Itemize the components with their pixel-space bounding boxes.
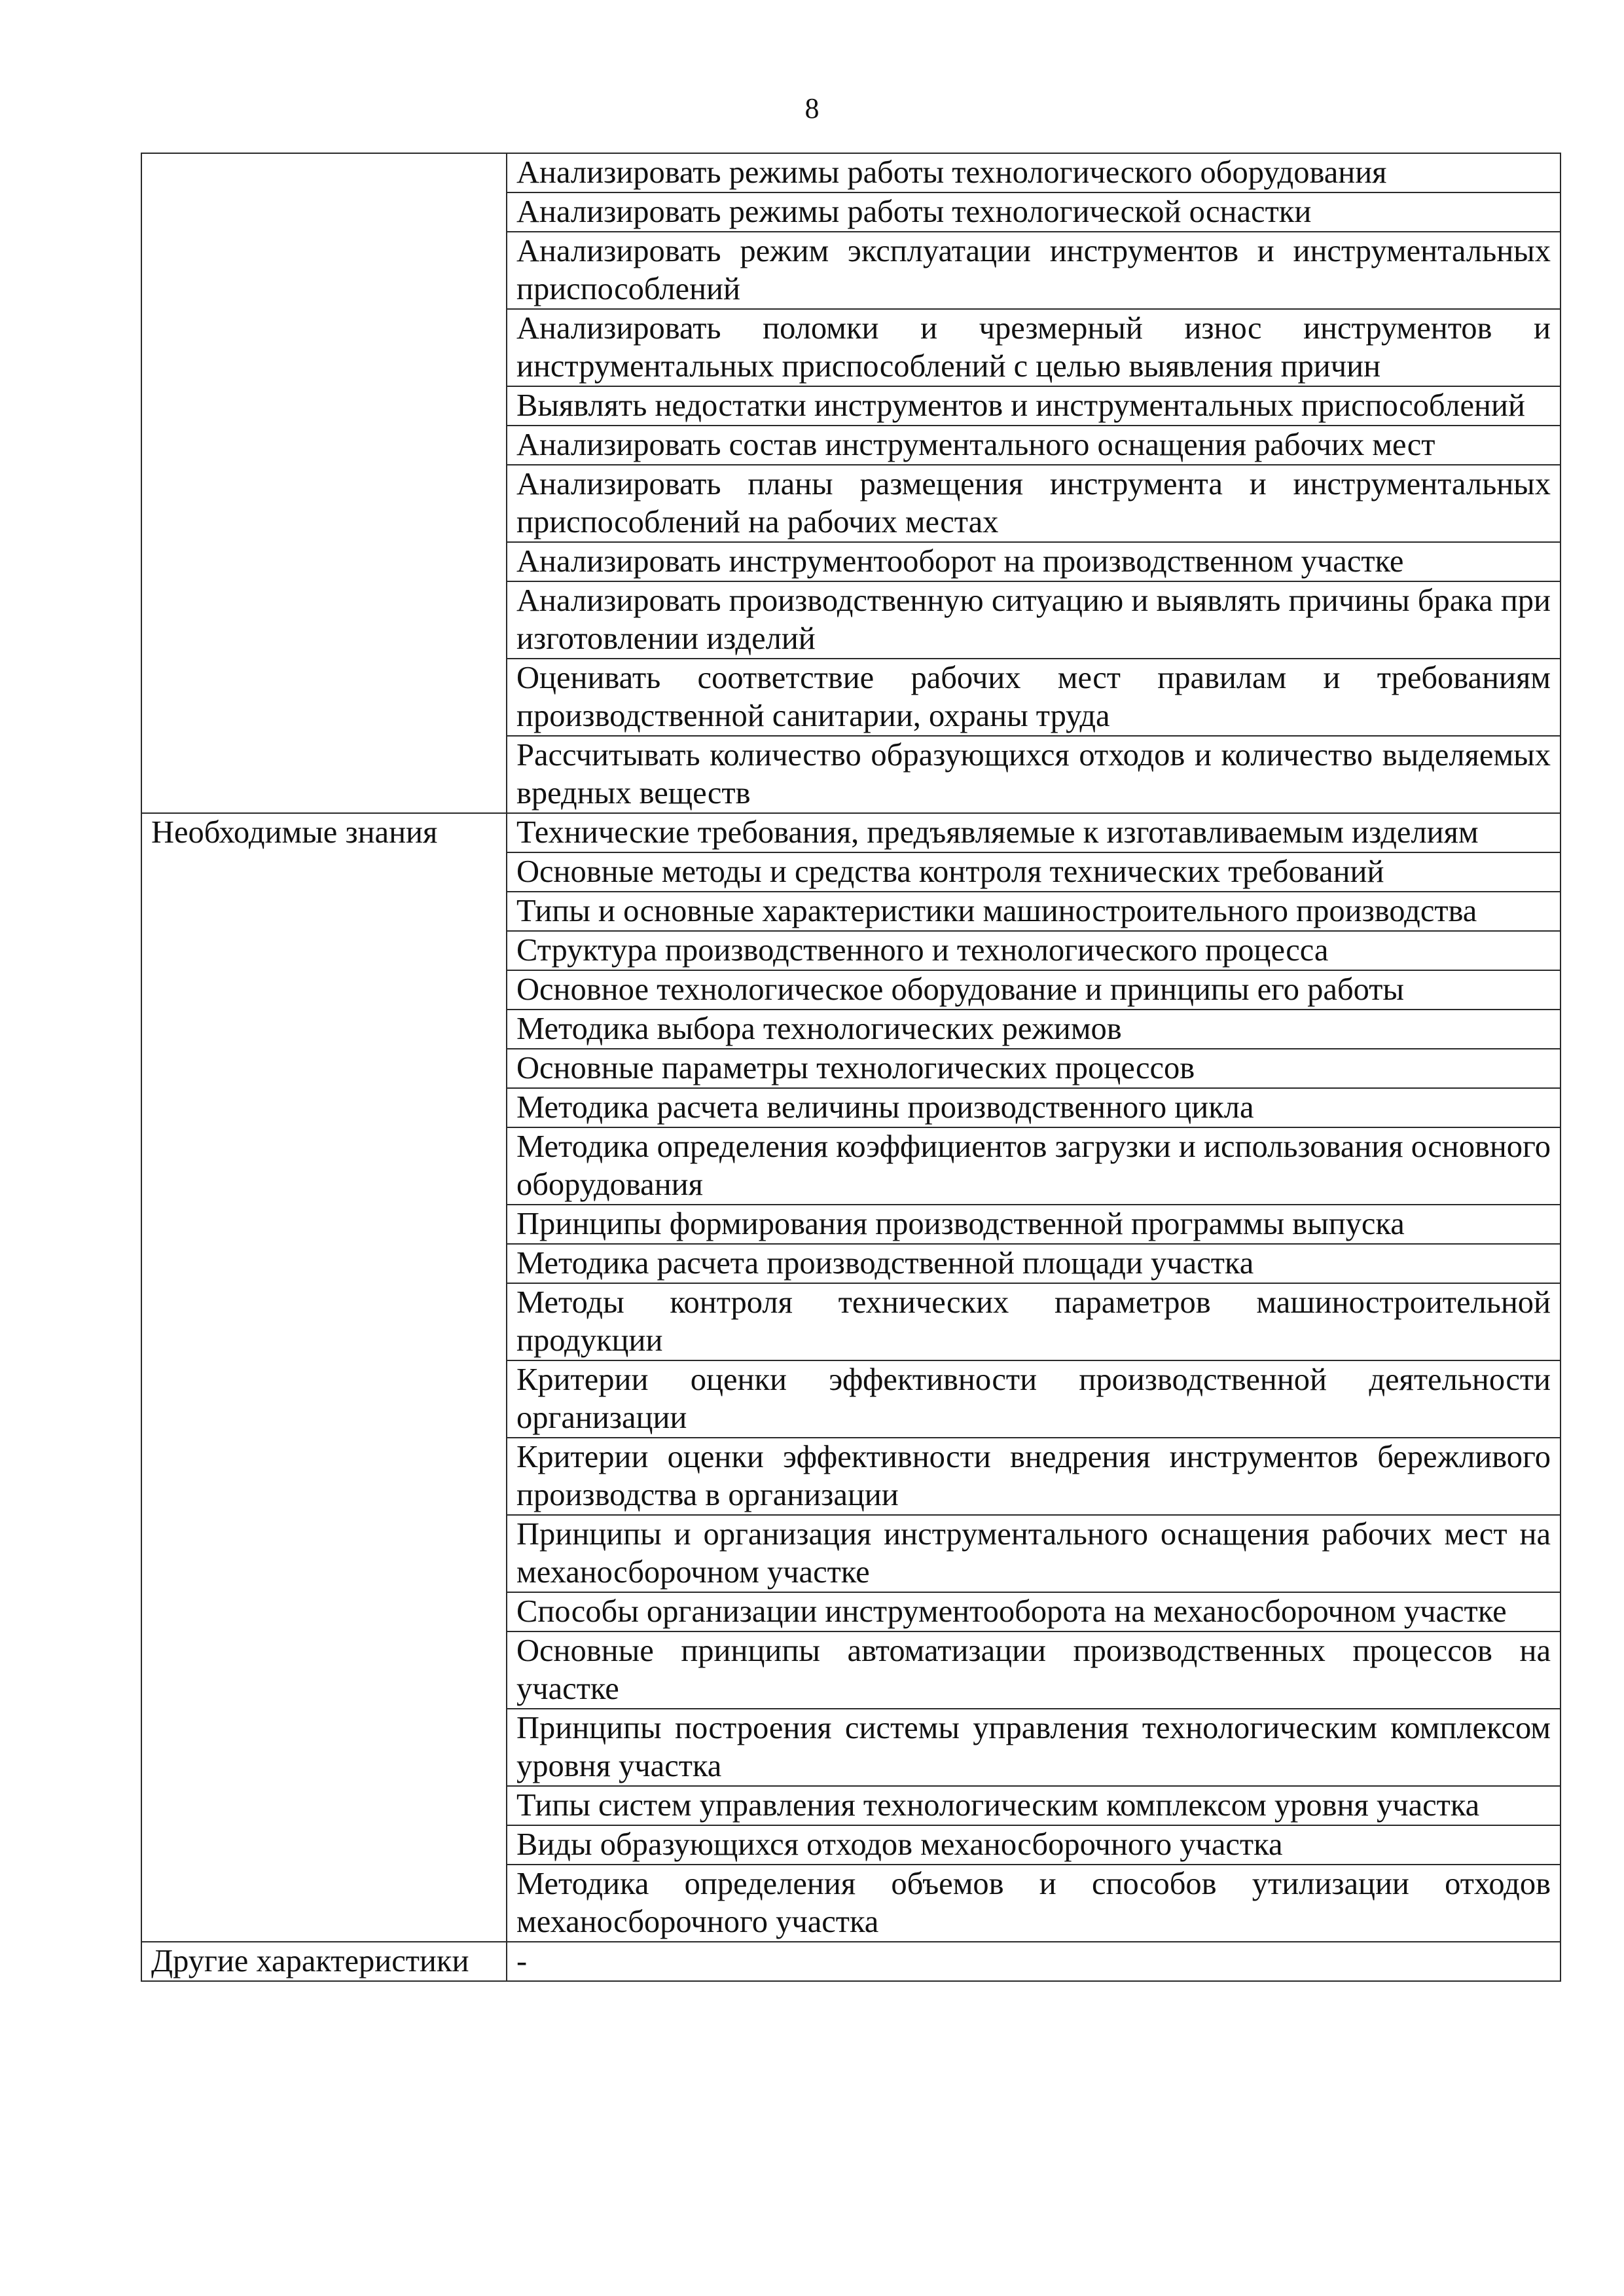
row-text: Рассчитывать количество образующихся отходов и количество выделяемых вредных веществ bbox=[507, 736, 1561, 813]
requirements-table bbox=[141, 153, 1561, 1982]
row-label bbox=[141, 1515, 507, 1592]
row-text: Основные параметры технологических процессов bbox=[507, 1049, 1561, 1088]
row-label bbox=[141, 542, 507, 581]
row-label bbox=[141, 1865, 507, 1942]
row-text: Технические требования, предъявляемые к изготавливаемым изделиям bbox=[507, 813, 1561, 852]
table-row bbox=[141, 465, 1561, 542]
table-row bbox=[141, 1515, 1561, 1592]
row-label bbox=[141, 192, 507, 232]
row-label-other-characteristics: Другие характеристики bbox=[141, 1942, 507, 1981]
row-label bbox=[141, 426, 507, 465]
row-text: Критерии оценки эффективности производственной деятельности организации bbox=[507, 1360, 1561, 1438]
row-text: Методика определения коэффициентов загрузки и использования основного оборудования bbox=[507, 1127, 1561, 1205]
row-text: Анализировать инструментооборот на производственном участке bbox=[507, 542, 1561, 581]
row-label bbox=[141, 232, 507, 309]
row-label bbox=[141, 1283, 507, 1360]
row-label bbox=[141, 659, 507, 736]
row-text: Принципы построения системы управления технологическим комплексом уровня участка bbox=[507, 1709, 1561, 1786]
row-text: Методика расчета величины производственного цикла bbox=[507, 1088, 1561, 1127]
row-label bbox=[141, 970, 507, 1010]
row-label-necessary-knowledge: Необходимые знания bbox=[141, 813, 507, 852]
row-label bbox=[141, 1127, 507, 1205]
row-text: Принципы формирования производственной программы выпуска bbox=[507, 1205, 1561, 1244]
table-row bbox=[141, 813, 1561, 852]
table-row bbox=[141, 426, 1561, 465]
row-label bbox=[141, 892, 507, 931]
table-row bbox=[141, 1438, 1561, 1515]
table-row bbox=[141, 892, 1561, 931]
row-label bbox=[141, 1205, 507, 1244]
table-row bbox=[141, 1865, 1561, 1942]
table-row bbox=[141, 1127, 1561, 1205]
table-row bbox=[141, 1631, 1561, 1709]
row-label bbox=[141, 931, 507, 970]
table-row bbox=[141, 1709, 1561, 1786]
row-label bbox=[141, 1786, 507, 1825]
row-label bbox=[141, 1825, 507, 1865]
row-label bbox=[141, 736, 507, 813]
table-row bbox=[141, 659, 1561, 736]
row-text: Выявлять недостатки инструментов и инструментальных приспособлений bbox=[507, 386, 1561, 426]
table-row bbox=[141, 153, 1561, 192]
table-row bbox=[141, 1049, 1561, 1088]
row-text: Методы контроля технических параметров машиностроительной продукции bbox=[507, 1283, 1561, 1360]
table-row bbox=[141, 1825, 1561, 1865]
row-label bbox=[141, 1709, 507, 1786]
row-text: Методика выбора технологических режимов bbox=[507, 1010, 1561, 1049]
table-row bbox=[141, 542, 1561, 581]
row-label bbox=[141, 465, 507, 542]
row-label bbox=[141, 1010, 507, 1049]
row-label bbox=[141, 1049, 507, 1088]
row-label bbox=[141, 1631, 507, 1709]
table-row bbox=[141, 1010, 1561, 1049]
table-row bbox=[141, 386, 1561, 426]
row-text: Основное технологическое оборудование и принципы его работы bbox=[507, 970, 1561, 1010]
row-text: Анализировать состав инструментального оснащения рабочих мест bbox=[507, 426, 1561, 465]
row-label bbox=[141, 1592, 507, 1631]
table-row bbox=[141, 1592, 1561, 1631]
row-text: Основные принципы автоматизации производственных процессов на участке bbox=[507, 1631, 1561, 1709]
table-row bbox=[141, 581, 1561, 659]
table-row bbox=[141, 1942, 1561, 1981]
row-label bbox=[141, 386, 507, 426]
row-text: Анализировать планы размещения инструмента и инструментальных приспособлений на рабочих местах bbox=[507, 465, 1561, 542]
table-row bbox=[141, 1205, 1561, 1244]
row-text: Анализировать режимы работы технологического оборудования bbox=[507, 153, 1561, 192]
table-row bbox=[141, 232, 1561, 309]
row-text: Методика определения объемов и способов утилизации отходов механосборочного участка bbox=[507, 1865, 1561, 1942]
row-label bbox=[141, 1438, 507, 1515]
table-row bbox=[141, 1088, 1561, 1127]
row-text: Критерии оценки эффективности внедрения инструментов бережливого производства в организации bbox=[507, 1438, 1561, 1515]
row-text: Виды образующихся отходов механосборочного участка bbox=[507, 1825, 1561, 1865]
row-text: Принципы и организация инструментального оснащения рабочих мест на механосборочном участке bbox=[507, 1515, 1561, 1592]
table-row bbox=[141, 970, 1561, 1010]
row-text: Методика расчета производственной площади участка bbox=[507, 1244, 1561, 1283]
row-label bbox=[141, 581, 507, 659]
table-row bbox=[141, 1283, 1561, 1360]
row-label bbox=[141, 153, 507, 192]
row-text: Анализировать режим эксплуатации инструментов и инструментальных приспособлений bbox=[507, 232, 1561, 309]
table-row bbox=[141, 309, 1561, 386]
row-text: Анализировать поломки и чрезмерный износ инструментов и инструментальных приспособлений с целью выявления причин bbox=[507, 309, 1561, 386]
row-label bbox=[141, 852, 507, 892]
table-row bbox=[141, 852, 1561, 892]
row-text: Анализировать режимы работы технологической оснастки bbox=[507, 192, 1561, 232]
row-label bbox=[141, 309, 507, 386]
row-label bbox=[141, 1360, 507, 1438]
row-text: Основные методы и средства контроля технических требований bbox=[507, 852, 1561, 892]
table-row bbox=[141, 931, 1561, 970]
row-text: - bbox=[507, 1942, 1561, 1981]
table-row bbox=[141, 1244, 1561, 1283]
row-text: Оценивать соответствие рабочих мест правилам и требованиям производственной санитарии, охраны труда bbox=[507, 659, 1561, 736]
row-text: Типы и основные характеристики машиностроительного производства bbox=[507, 892, 1561, 931]
row-text: Типы систем управления технологическим комплексом уровня участка bbox=[507, 1786, 1561, 1825]
row-label bbox=[141, 1088, 507, 1127]
row-text: Структура производственного и технологического процесса bbox=[507, 931, 1561, 970]
page-number: 8 bbox=[804, 92, 820, 124]
table-row bbox=[141, 736, 1561, 813]
row-text: Анализировать производственную ситуацию и выявлять причины брака при изготовлении изделий bbox=[507, 581, 1561, 659]
row-label bbox=[141, 1244, 507, 1283]
table-row bbox=[141, 1786, 1561, 1825]
row-text: Способы организации инструментооборота на механосборочном участке bbox=[507, 1592, 1561, 1631]
table-row bbox=[141, 1360, 1561, 1438]
table-row bbox=[141, 192, 1561, 232]
